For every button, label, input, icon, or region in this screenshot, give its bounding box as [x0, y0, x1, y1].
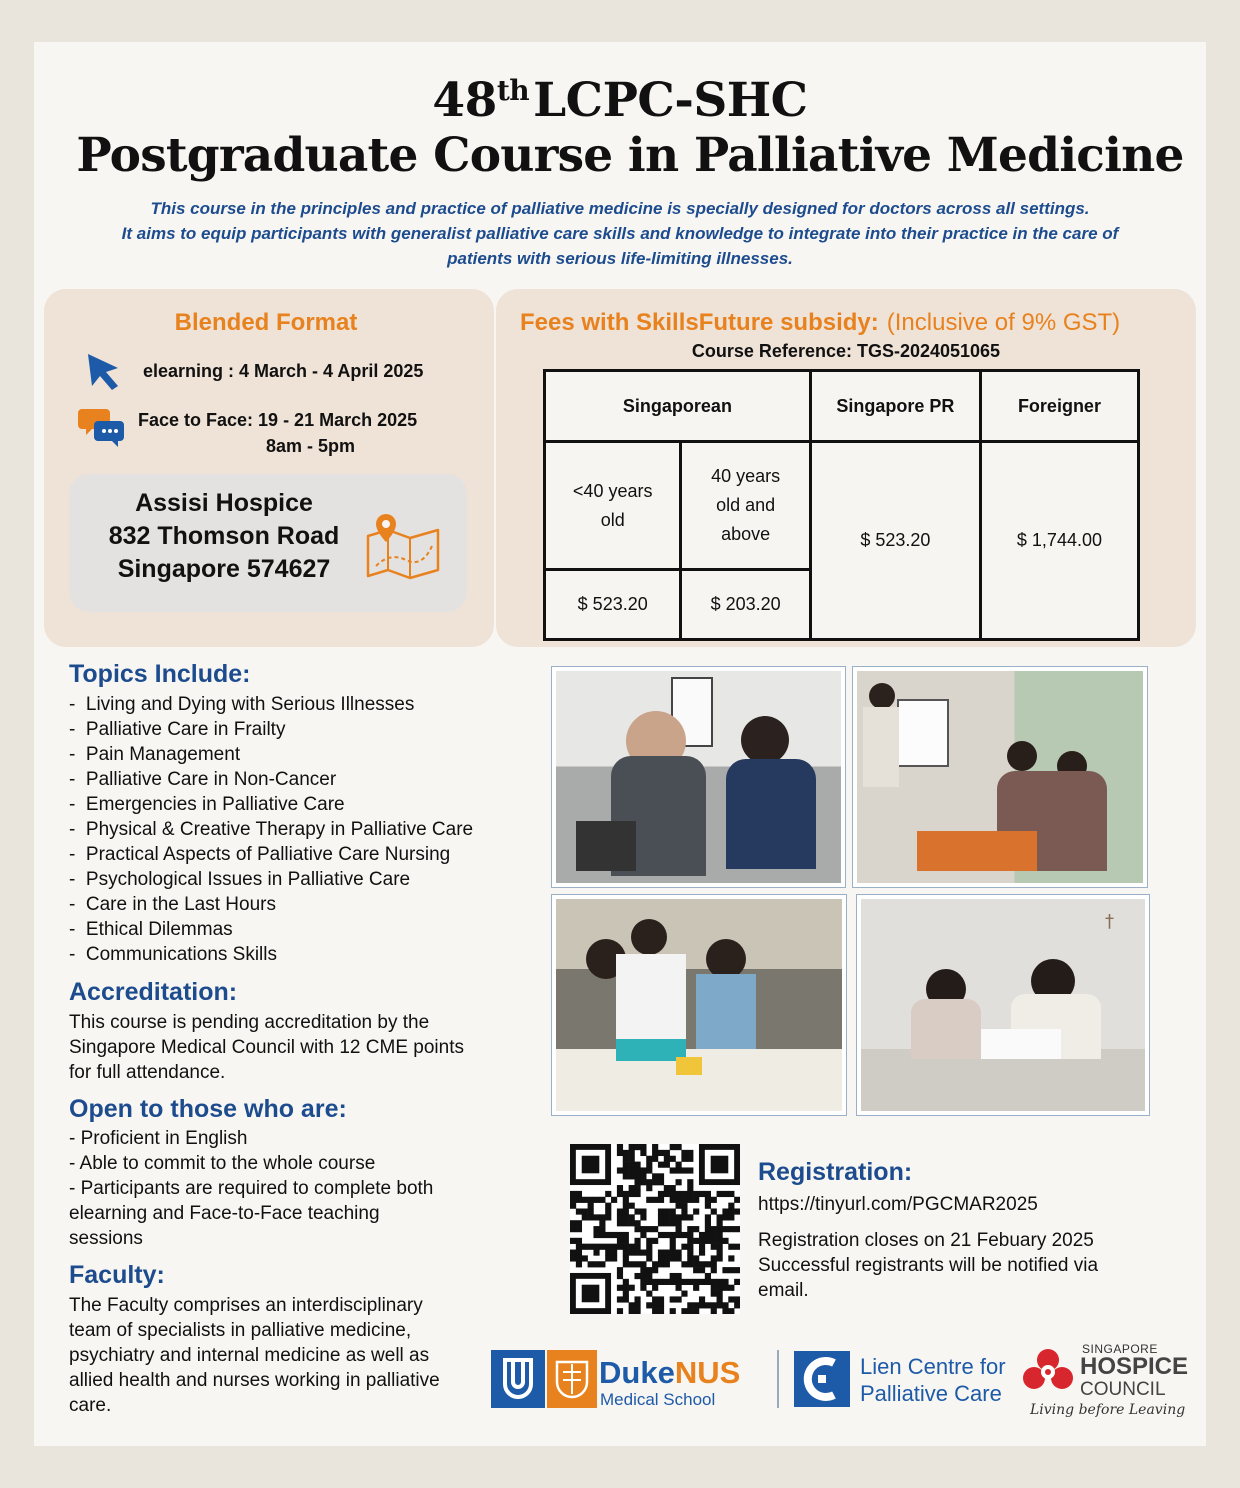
lien-centre-name: Lien Centre for Palliative Care [860, 1354, 1006, 1406]
duke-shield-logo [491, 1350, 545, 1408]
subheader-40-and-above: 40 years old and above [681, 442, 810, 570]
list-item: - Communications Skills [69, 944, 278, 965]
fees-title: Fees with SkillsFuture subsidy: (Inclusive of 9% GST) [520, 309, 1121, 336]
qr-code [570, 1144, 740, 1314]
list-item: - Emergencies in Palliative Care [69, 794, 345, 815]
list-item: - Palliative Care in Frailty [69, 719, 286, 740]
faculty-text: The Faculty comprises an interdisciplinary team of specialists in palliative medicine, psychiatry and internal medicine as well as allied health and nurses working in palliative care. [69, 1295, 440, 1416]
chat-bubbles-icon [78, 405, 126, 447]
cursor-icon [84, 350, 124, 394]
face-to-face-hours: 8am - 5pm [266, 436, 356, 456]
hospice-council-flower-icon [1020, 1346, 1076, 1394]
photo-reading: † [856, 894, 1150, 1116]
elearning-dates: elearning : 4 March - 4 April 2025 [143, 361, 424, 381]
hospice-council-singapore: SINGAPORE [1082, 1342, 1158, 1356]
photo-discussion [551, 666, 846, 888]
accreditation-text: This course is pending accreditation by the Singapore Medical Council with 12 CME points for full attendance. [69, 1012, 464, 1083]
hospice-council-tagline: Living before Leaving [1030, 1402, 1186, 1418]
lien-centre-logo [794, 1351, 850, 1407]
fee-singaporean-40-above: $ 203.20 [681, 570, 810, 640]
list-item: - Psychological Issues in Palliative Care [69, 869, 411, 890]
list-item: - Pain Management [69, 744, 241, 765]
course-title-line1: 48thLCPC-SHC [432, 73, 808, 128]
fee-foreigner: $ 1,744.00 [980, 442, 1138, 640]
course-intro: This course in the principles and practice of palliative medicine is specially designed for doctors across all settings. It aims to equip participants with generalist palliative care skills and knowledge to integrate into their practice in the care of patients with serious life-limiting illnesses. [121, 199, 1119, 268]
list-item: - Palliative Care in Non-Cancer [69, 769, 337, 790]
map-pin-icon [362, 510, 444, 580]
photo-practical [551, 894, 847, 1116]
header-foreigner: Foreigner [980, 371, 1138, 442]
duke-nus-subtitle: Medical School [600, 1390, 716, 1409]
topics-title: Topics Include: [69, 660, 251, 688]
open-to-title: Open to those who are: [69, 1095, 347, 1123]
course-title-line2: Postgraduate Course in Palliative Medicine [76, 128, 1184, 183]
logo-divider [777, 1350, 779, 1408]
duke-nus-name: DukeNUS [599, 1355, 741, 1390]
course-reference: Course Reference: TGS-2024051065 [691, 341, 1001, 361]
venue-address: Assisi Hospice 832 Thomson Road Singapore 574627 [108, 489, 340, 583]
fees-table [543, 369, 1140, 641]
header-singaporean: Singaporean [545, 371, 811, 442]
open-to-list: - Proficient in English - Able to commit to the whole course - Participants are required to complete both elearning and Face-to-Face teaching sessions [69, 1128, 434, 1249]
fee-singapore-pr: $ 523.20 [810, 442, 980, 640]
list-item: - Living and Dying with Serious Illnesses [69, 694, 415, 715]
topics-list [69, 692, 473, 967]
faculty-title: Faculty: [69, 1261, 165, 1289]
format-title: Blended Format [174, 309, 358, 336]
registration-url[interactable]: https://tinyurl.com/PGCMAR2025 [758, 1194, 1038, 1215]
hospice-council-council: COUNCIL [1080, 1379, 1166, 1400]
face-to-face-dates: Face to Face: 19 - 21 March 2025 [138, 410, 418, 430]
registration-info: Registration closes on 21 Febuary 2025 Successful registrants will be notified via email. [758, 1230, 1099, 1301]
header-singapore-pr: Singapore PR [810, 371, 980, 442]
hospice-council-hospice: HOSPICE [1080, 1353, 1189, 1380]
list-item: - Care in the Last Hours [69, 894, 276, 915]
list-item: - Physical & Creative Therapy in Palliative Care [69, 819, 474, 840]
list-item: - Ethical Dilemmas [69, 919, 233, 940]
subheader-under-40: <40 years old [545, 442, 681, 570]
list-item: - Practical Aspects of Palliative Care Nursing [69, 844, 451, 865]
registration-title: Registration: [758, 1158, 913, 1186]
nus-crest-logo [547, 1350, 597, 1408]
accreditation-title: Accreditation: [69, 978, 238, 1006]
fee-singaporean-under-40: $ 523.20 [545, 570, 681, 640]
photo-whiteboard [852, 666, 1148, 888]
